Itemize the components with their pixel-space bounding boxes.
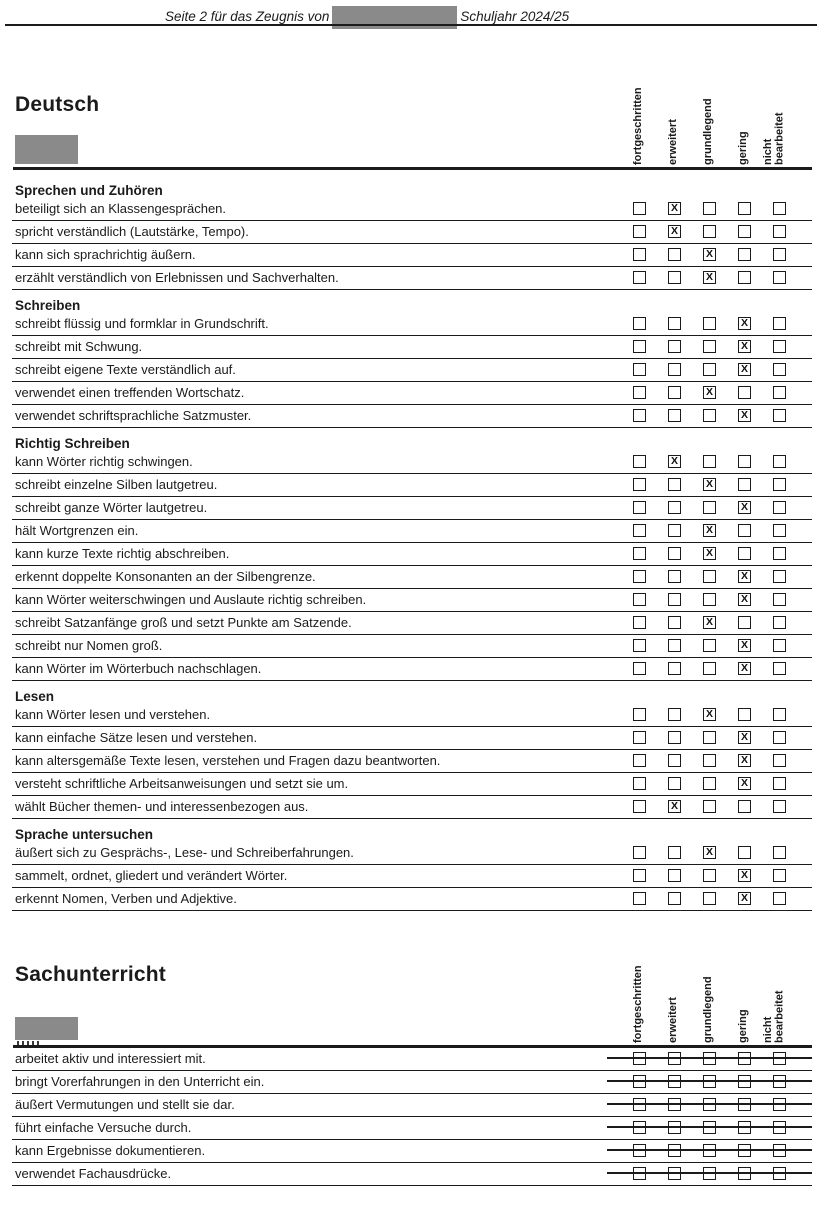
criterion-label: kann altersgemäße Texte lesen, verstehen und Fragen dazu beantworten. [15, 753, 441, 768]
checkbox-nicht-bearbeitet[interactable] [773, 271, 786, 284]
criterion-row [12, 520, 812, 543]
strikethrough-line [607, 1103, 812, 1105]
checkbox-fortgeschritten[interactable] [633, 271, 646, 284]
checkbox-nicht-bearbeitet[interactable] [773, 478, 786, 491]
checkbox-grundlegend[interactable] [703, 340, 716, 353]
checkbox-gering[interactable] [738, 708, 751, 721]
checkbox-erweitert[interactable]: X [668, 800, 681, 813]
checkbox-fortgeschritten[interactable] [633, 547, 646, 560]
criterion-label: verwendet Fachausdrücke. [15, 1166, 172, 1181]
checkbox-nicht-bearbeitet[interactable] [773, 340, 786, 353]
checkbox-gering[interactable]: X [738, 593, 751, 606]
criterion-row [12, 566, 812, 589]
checkbox-grundlegend[interactable]: X [703, 524, 716, 537]
criterion-row [12, 1140, 812, 1163]
header-suffix: Schuljahr 2024/25 [460, 9, 570, 24]
subject-header-rule [13, 167, 812, 170]
subject-sachunterricht [0, 955, 825, 1195]
criterion-label: kann Wörter weiterschwingen und Auslaute richtig schreiben. [15, 592, 367, 607]
checkbox-erweitert[interactable] [668, 271, 681, 284]
checkbox-nicht-bearbeitet[interactable] [773, 616, 786, 629]
checkbox-fortgeschritten[interactable] [633, 708, 646, 721]
checkbox-fortgeschritten[interactable] [633, 662, 646, 675]
section-title: Sprache untersuchen [15, 827, 154, 842]
checkbox-grundlegend[interactable] [703, 455, 716, 468]
criterion-row [12, 359, 812, 382]
checkbox-grundlegend[interactable]: X [703, 386, 716, 399]
checkbox-nicht-bearbeitet[interactable] [773, 731, 786, 744]
checkbox-grundlegend[interactable] [703, 639, 716, 652]
checkbox-erweitert[interactable] [668, 386, 681, 399]
section-title: Sprechen und Zuhören [15, 183, 163, 198]
checkbox-nicht-bearbeitet[interactable] [773, 225, 786, 238]
criterion-row [12, 1048, 812, 1071]
checkbox-erweitert[interactable] [668, 524, 681, 537]
checkbox-grundlegend[interactable]: X [703, 271, 716, 284]
checkbox-erweitert[interactable] [668, 616, 681, 629]
checkbox-gering[interactable] [738, 800, 751, 813]
checkbox-fortgeschritten[interactable] [633, 409, 646, 422]
criterion-row [12, 842, 812, 865]
strikethrough-line [607, 1126, 812, 1128]
checkbox-gering[interactable] [738, 248, 751, 261]
checkbox-nicht-bearbeitet[interactable] [773, 248, 786, 261]
checkbox-fortgeschritten[interactable] [633, 616, 646, 629]
checkbox-gering[interactable]: X [738, 777, 751, 790]
criterion-row [12, 451, 812, 474]
checkbox-nicht-bearbeitet[interactable] [773, 846, 786, 859]
column-header-nicht-bearbeitet: nicht bearbeitet [762, 990, 786, 1043]
section-title: Richtig Schreiben [15, 436, 130, 451]
criterion-label: beteiligt sich an Klassengesprächen. [15, 201, 227, 216]
criterion-row [12, 313, 812, 336]
checkbox-fortgeschritten[interactable] [633, 639, 646, 652]
criterion-label: erkennt doppelte Konsonanten an der Silbengrenze. [15, 569, 316, 584]
strikethrough-line [607, 1172, 812, 1174]
checkbox-fortgeschritten[interactable] [633, 340, 646, 353]
checkbox-fortgeschritten[interactable] [633, 800, 646, 813]
checkbox-gering[interactable]: X [738, 340, 751, 353]
column-header-nicht-bearbeitet: nicht bearbeitet [762, 112, 786, 165]
checkbox-gering[interactable]: X [738, 892, 751, 905]
criterion-row [12, 405, 812, 428]
subject-deutsch [0, 85, 825, 955]
checkbox-gering[interactable]: X [738, 363, 751, 376]
strikethrough-line [607, 1057, 812, 1059]
checkbox-grundlegend[interactable] [703, 892, 716, 905]
checkbox-fortgeschritten[interactable] [633, 869, 646, 882]
criterion-label: kann kurze Texte richtig abschreiben. [15, 546, 230, 561]
checkbox-gering[interactable]: X [738, 639, 751, 652]
checkbox-gering[interactable] [738, 846, 751, 859]
checkbox-nicht-bearbeitet[interactable] [773, 524, 786, 537]
column-header-gering: gering [737, 1009, 749, 1043]
criterion-label: kann Wörter im Wörterbuch nachschlagen. [15, 661, 262, 676]
checkbox-gering[interactable]: X [738, 317, 751, 330]
checkbox-grundlegend[interactable]: X [703, 708, 716, 721]
criterion-label: kann Ergebnisse dokumentieren. [15, 1143, 206, 1158]
checkbox-gering[interactable] [738, 478, 751, 491]
checkbox-grundlegend[interactable] [703, 409, 716, 422]
checkbox-erweitert[interactable] [668, 731, 681, 744]
checkbox-nicht-bearbeitet[interactable] [773, 777, 786, 790]
sections-sachunterricht [0, 1048, 825, 1186]
checkbox-fortgeschritten[interactable] [633, 317, 646, 330]
checkbox-erweitert[interactable]: X [668, 202, 681, 215]
checkbox-fortgeschritten[interactable] [633, 248, 646, 261]
checkbox-erweitert[interactable] [668, 340, 681, 353]
criterion-label: kann sich sprachrichtig äußern. [15, 247, 196, 262]
checkbox-gering[interactable] [738, 225, 751, 238]
checkbox-erweitert[interactable] [668, 478, 681, 491]
section-title: Lesen [15, 689, 55, 704]
subject-title: Sachunterricht [15, 963, 166, 986]
rating-column-headers [0, 70, 825, 165]
header-prefix: Seite 2 für das Zeugnis von [165, 9, 330, 24]
criterion-label: schreibt Satzanfänge groß und setzt Punkte am Satzende. [15, 615, 352, 630]
criterion-label: arbeitet aktiv und interessiert mit. [15, 1051, 206, 1066]
checkbox-erweitert[interactable] [668, 708, 681, 721]
criterion-row [12, 865, 812, 888]
criterion-label: hält Wortgrenzen ein. [15, 523, 139, 538]
criterion-row [12, 382, 812, 405]
checkbox-erweitert[interactable]: X [668, 455, 681, 468]
checkbox-nicht-bearbeitet[interactable] [773, 593, 786, 606]
checkbox-grundlegend[interactable]: X [703, 616, 716, 629]
checkbox-erweitert[interactable] [668, 639, 681, 652]
criterion-label: schreibt ganze Wörter lautgetreu. [15, 500, 208, 515]
criterion-label: bringt Vorerfahrungen in den Unterricht ein. [15, 1074, 265, 1089]
strikethrough-line [607, 1080, 812, 1082]
checkbox-erweitert[interactable] [668, 662, 681, 675]
sections-deutsch [0, 175, 825, 911]
checkbox-fortgeschritten[interactable] [633, 892, 646, 905]
checkbox-gering[interactable]: X [738, 731, 751, 744]
criterion-row [12, 612, 812, 635]
checkbox-fortgeschritten[interactable] [633, 478, 646, 491]
checkbox-nicht-bearbeitet[interactable] [773, 639, 786, 652]
criterion-row [12, 1071, 812, 1094]
checkbox-erweitert[interactable] [668, 846, 681, 859]
strikethrough-line [607, 1149, 812, 1151]
header-rule [5, 24, 817, 26]
subject-title: Deutsch [15, 93, 100, 116]
criterion-row [12, 198, 812, 221]
criterion-row [12, 221, 812, 244]
checkbox-erweitert[interactable] [668, 363, 681, 376]
checkbox-fortgeschritten[interactable] [633, 731, 646, 744]
checkbox-grundlegend[interactable] [703, 731, 716, 744]
criterion-row [12, 727, 812, 750]
criterion-row [12, 474, 812, 497]
criterion-row [12, 635, 812, 658]
criterion-label: äußert Vermutungen und stellt sie dar. [15, 1097, 235, 1112]
checkbox-gering[interactable] [738, 202, 751, 215]
criterion-label: verwendet einen treffenden Wortschatz. [15, 385, 245, 400]
checkbox-nicht-bearbeitet[interactable] [773, 570, 786, 583]
checkbox-erweitert[interactable]: X [668, 225, 681, 238]
checkbox-erweitert[interactable] [668, 869, 681, 882]
checkbox-nicht-bearbeitet[interactable] [773, 202, 786, 215]
checkbox-gering[interactable]: X [738, 754, 751, 767]
criterion-row [12, 1163, 812, 1186]
checkbox-fortgeschritten[interactable] [633, 455, 646, 468]
criterion-label: äußert sich zu Gesprächs-, Lese- und Schreiberfahrungen. [15, 845, 354, 860]
checkbox-grundlegend[interactable] [703, 800, 716, 813]
column-header-gering: gering [737, 131, 749, 165]
criterion-row [12, 589, 812, 612]
checkbox-fortgeschritten[interactable] [633, 386, 646, 399]
checkbox-grundlegend[interactable] [703, 501, 716, 514]
checkbox-grundlegend[interactable] [703, 593, 716, 606]
checkbox-erweitert[interactable] [668, 547, 681, 560]
checkbox-grundlegend[interactable] [703, 777, 716, 790]
criterion-label: wählt Bücher themen- und interessenbezogen aus. [15, 799, 309, 814]
checkbox-gering[interactable]: X [738, 501, 751, 514]
checkbox-fortgeschritten[interactable] [633, 202, 646, 215]
checkbox-erweitert[interactable] [668, 501, 681, 514]
checkbox-nicht-bearbeitet[interactable] [773, 754, 786, 767]
checkbox-nicht-bearbeitet[interactable] [773, 317, 786, 330]
criterion-row [12, 796, 812, 819]
checkbox-erweitert[interactable] [668, 409, 681, 422]
criterion-row [12, 497, 812, 520]
checkbox-fortgeschritten[interactable] [633, 501, 646, 514]
checkbox-fortgeschritten[interactable] [633, 846, 646, 859]
checkbox-gering[interactable]: X [738, 409, 751, 422]
criterion-label: versteht schriftliche Arbeitsanweisungen und setzt sie um. [15, 776, 349, 791]
column-header-grundlegend: grundlegend [702, 976, 714, 1043]
criterion-row [12, 888, 812, 911]
checkbox-fortgeschritten[interactable] [633, 524, 646, 537]
rating-column-headers [0, 948, 825, 1043]
checkbox-fortgeschritten[interactable] [633, 593, 646, 606]
criterion-label: verwendet schriftsprachliche Satzmuster. [15, 408, 252, 423]
checkbox-nicht-bearbeitet[interactable] [773, 363, 786, 376]
criterion-row [12, 658, 812, 681]
column-header-erweitert: erweitert [667, 997, 679, 1043]
criterion-label: schreibt flüssig und formklar in Grundschrift. [15, 316, 269, 331]
criterion-label: schreibt mit Schwung. [15, 339, 143, 354]
column-header-erweitert: erweitert [667, 119, 679, 165]
criterion-row [12, 1094, 812, 1117]
checkbox-nicht-bearbeitet[interactable] [773, 386, 786, 399]
section-title: Schreiben [15, 298, 81, 313]
checkbox-grundlegend[interactable]: X [703, 846, 716, 859]
checkbox-erweitert[interactable] [668, 593, 681, 606]
column-header-grundlegend: grundlegend [702, 98, 714, 165]
checkbox-grundlegend[interactable]: X [703, 248, 716, 261]
criterion-label: spricht verständlich (Lautstärke, Tempo). [15, 224, 249, 239]
checkbox-nicht-bearbeitet[interactable] [773, 547, 786, 560]
checkbox-nicht-bearbeitet[interactable] [773, 662, 786, 675]
checkbox-gering[interactable] [738, 271, 751, 284]
criterion-label: kann Wörter richtig schwingen. [15, 454, 193, 469]
checkbox-grundlegend[interactable] [703, 662, 716, 675]
criterion-row [12, 704, 812, 727]
checkbox-grundlegend[interactable]: X [703, 478, 716, 491]
checkbox-fortgeschritten[interactable] [633, 225, 646, 238]
criterion-label: schreibt einzelne Silben lautgetreu. [15, 477, 218, 492]
criterion-label: erzählt verständlich von Erlebnissen und Sachverhalten. [15, 270, 339, 285]
criterion-row [12, 543, 812, 566]
criterion-row [12, 336, 812, 359]
checkbox-gering[interactable]: X [738, 662, 751, 675]
checkbox-nicht-bearbeitet[interactable] [773, 409, 786, 422]
checkbox-grundlegend[interactable] [703, 754, 716, 767]
criterion-label: schreibt eigene Texte verständlich auf. [15, 362, 236, 377]
checkbox-grundlegend[interactable] [703, 317, 716, 330]
checkbox-fortgeschritten[interactable] [633, 570, 646, 583]
checkbox-gering[interactable] [738, 386, 751, 399]
checkbox-grundlegend[interactable] [703, 570, 716, 583]
checkbox-fortgeschritten[interactable] [633, 363, 646, 376]
checkbox-fortgeschritten[interactable] [633, 777, 646, 790]
checkbox-grundlegend[interactable] [703, 363, 716, 376]
checkbox-fortgeschritten[interactable] [633, 754, 646, 767]
criterion-label: erkennt Nomen, Verben und Adjektive. [15, 891, 237, 906]
criterion-label: kann einfache Sätze lesen und verstehen. [15, 730, 258, 745]
checkbox-gering[interactable]: X [738, 570, 751, 583]
checkbox-gering[interactable]: X [738, 869, 751, 882]
checkbox-erweitert[interactable] [668, 777, 681, 790]
criterion-row [12, 750, 812, 773]
checkbox-grundlegend[interactable] [703, 869, 716, 882]
criterion-label: sammelt, ordnet, gliedert und verändert Wörter. [15, 868, 288, 883]
checkbox-erweitert[interactable] [668, 892, 681, 905]
checkbox-nicht-bearbeitet[interactable] [773, 800, 786, 813]
checkbox-gering[interactable] [738, 455, 751, 468]
checkbox-nicht-bearbeitet[interactable] [773, 869, 786, 882]
column-header-fortgeschritten: fortgeschritten [632, 87, 644, 165]
criterion-label: kann Wörter lesen und verstehen. [15, 707, 211, 722]
checkbox-erweitert[interactable] [668, 248, 681, 261]
column-header-fortgeschritten: fortgeschritten [632, 965, 644, 1043]
criterion-label: führt einfache Versuche durch. [15, 1120, 192, 1135]
criterion-row [12, 1117, 812, 1140]
checkbox-nicht-bearbeitet[interactable] [773, 455, 786, 468]
criterion-row [12, 267, 812, 290]
checkbox-erweitert[interactable] [668, 317, 681, 330]
checkbox-gering[interactable] [738, 616, 751, 629]
checkbox-nicht-bearbeitet[interactable] [773, 708, 786, 721]
checkbox-gering[interactable] [738, 547, 751, 560]
checkbox-erweitert[interactable] [668, 570, 681, 583]
checkbox-erweitert[interactable] [668, 754, 681, 767]
checkbox-grundlegend[interactable]: X [703, 547, 716, 560]
criterion-row [12, 773, 812, 796]
checkbox-nicht-bearbeitet[interactable] [773, 892, 786, 905]
criterion-row [12, 244, 812, 267]
checkbox-grundlegend[interactable] [703, 202, 716, 215]
criterion-label: schreibt nur Nomen groß. [15, 638, 163, 653]
checkbox-grundlegend[interactable] [703, 225, 716, 238]
checkbox-nicht-bearbeitet[interactable] [773, 501, 786, 514]
checkbox-gering[interactable] [738, 524, 751, 537]
